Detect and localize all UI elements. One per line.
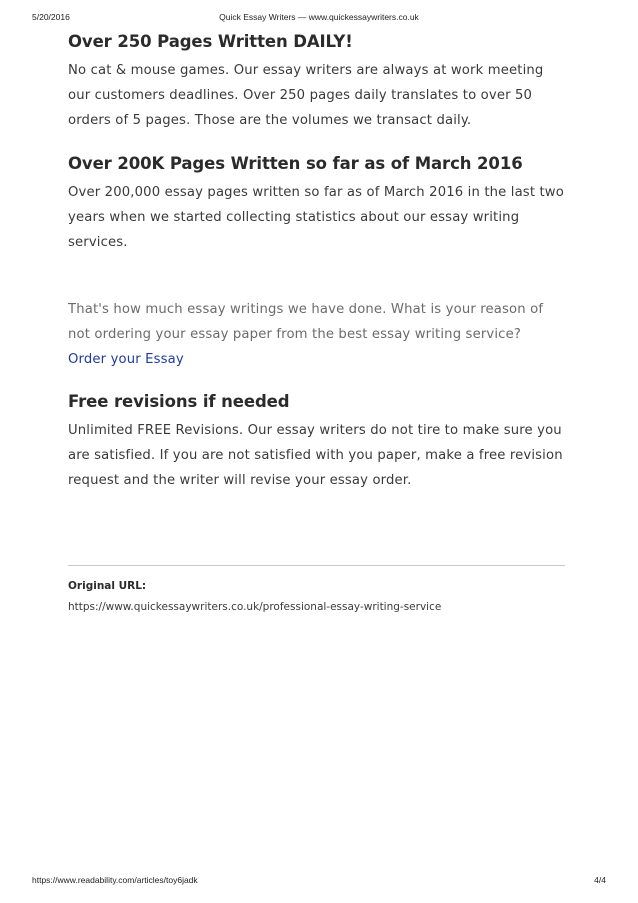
section-paragraph: No cat & mouse games. Our essay writers are always at work meeting our customers deadlines. Over 250 pages daily translates to over 50 orders of 5 pages. Those are the volumes we transact daily. [68, 63, 544, 128]
call-to-action [68, 297, 568, 372]
print-date: 5/20/2016 [32, 12, 70, 22]
cta-text: That's how much essay writings we have done. What is your reason of not ordering your essay paper from the best essay writing service? [68, 302, 544, 342]
order-essay-link[interactable]: Order your Essay [68, 352, 184, 367]
divider [68, 565, 565, 566]
original-url-block [68, 578, 568, 616]
print-page-title: Quick Essay Writers — www.quickessaywriters.co.uk [219, 12, 419, 22]
print-source-url: https://www.readability.com/articles/toy6jadk [32, 875, 198, 885]
section-paragraph: Over 200,000 essay pages written so far as of March 2016 in the last two years when we started collecting statistics about our essay writing services. [68, 185, 564, 250]
section-heading: Over 200K Pages Written so far as of March 2016 [68, 154, 523, 173]
print-footer [0, 875, 638, 889]
original-url-value: https://www.quickessaywriters.co.uk/professional-essay-writing-service [68, 601, 442, 613]
section-free-revisions [68, 390, 568, 493]
section-pages-total [68, 152, 568, 255]
section-heading: Free revisions if needed [68, 392, 290, 411]
section-heading: Over 250 Pages Written DAILY! [68, 32, 353, 51]
article-body [68, 30, 568, 493]
page-number: 4/4 [594, 875, 606, 885]
section-paragraph: Unlimited FREE Revisions. Our essay writers do not tire to make sure you are satisfied. If you are not satisfied with you paper, make a free revision request and the writer will revise your essay order. [68, 423, 563, 488]
original-url-label: Original URL: [68, 580, 147, 592]
section-pages-daily [68, 30, 568, 133]
print-header [0, 12, 638, 26]
